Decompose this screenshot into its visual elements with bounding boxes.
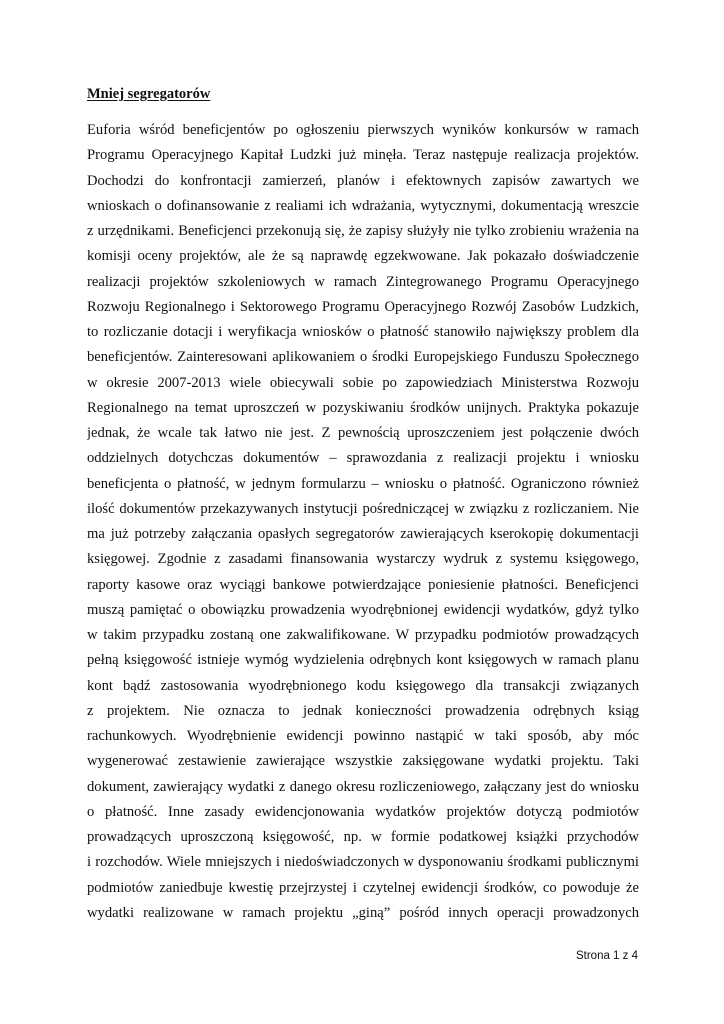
body-line: Dochodzi do konfrontacji zamierzeń, planów i efektownych zapisów zawartych we <box>87 172 639 189</box>
body-line: z projektem. Nie oznacza to jednak konieczności prowadzenia odrębnych ksiąg <box>87 702 639 719</box>
page-number: Strona 1 z 4 <box>575 950 638 962</box>
body-line: raporty kasowe oraz wyciągi bankowe potwierdzające poniesienie płatności. Beneficjenci <box>87 576 639 593</box>
body-line: z urzędnikami. Beneficjenci przekonują się, że zapisy służyły nie tylko zrobieniu wrażenia na <box>87 223 639 239</box>
body-line: pełną księgowość istnieje wymóg wydzielenia odrębnych kont księgowych w ramach planu <box>87 652 639 669</box>
body-line: rachunkowych. Wyodrębnienie ewidencji powinno nastąpić w taki sposób, aby móc <box>87 728 639 744</box>
body-line: księgowej. Zgodnie z zasadami finansowania wystarczy wydruk z systemu księgowego, <box>87 551 639 568</box>
body-line: podmiotów zaniedbuje kwestię przejrzystej i czytelnej ewidencji środków, co powoduje że <box>87 879 639 896</box>
body-line: wydatki realizowane w ramach projektu „giną” pośród innych operacji prowadzonych <box>87 904 639 921</box>
body-line: kont bądź zastosowania wyodrębnionego kodu księgowego dla transakcji związanych <box>87 677 639 694</box>
body-line: prowadzących uproszczoną księgowość, np. w formie podatkowej książki przychodów <box>87 829 639 845</box>
body-line: muszą pamiętać o obowiązku prowadzenia wyodrębnionej ewidencji wydatków, gdyż tylko <box>87 601 639 618</box>
body-line: beneficjenta o płatność, w jednym formularzu – wniosku o płatność. Ograniczono również <box>87 475 639 492</box>
body-line: dokument, zawierający wydatki z danego okresu rozliczeniowego, załączany jest do wniosku <box>87 778 639 795</box>
document-title: Mniej segregatorów <box>87 86 211 102</box>
body-line: Regionalnego na temat uproszczeń w pozyskiwaniu środków unijnych. Praktyka pokazuje <box>87 399 639 416</box>
document-body <box>87 118 639 926</box>
body-line: Rozwoju Regionalnego i Sektorowego Programu Operacyjnego Rozwój Zasobów Ludzkich, <box>87 298 639 315</box>
body-line: Euforia wśród beneficjentów po ogłoszeniu pierwszych wyników konkursów w ramach <box>87 122 639 138</box>
body-line: realizacji projektów szkoleniowych w ramach Zintegrowanego Programu Operacyjnego <box>87 273 639 290</box>
body-line: oddzielnych dotychczas dokumentów – sprawozdania z realizacji projektu i wniosku <box>87 450 639 467</box>
body-line: jednak, że wcale tak łatwo nie jest. Z pewnością uproszczeniem jest połączenie dwóch <box>87 425 639 441</box>
body-line: beneficjentów. Zainteresowani aplikowaniem o środki Europejskiego Funduszu Społecznego <box>87 349 639 366</box>
body-line: i rozchodów. Wiele mniejszych i niedoświadczonych w dysponowaniu środkami publicznymi <box>87 854 639 871</box>
body-line: wnioskach o dofinansowanie z realiami ich wdrażania, wytycznymi, dokumentacją wreszcie <box>87 197 639 214</box>
body-line: w okresie 2007-2013 wiele obiecywali sobie po zapowiedziach Ministerstwa Rozwoju <box>87 374 639 391</box>
body-line: wygenerować zestawienie zawierające wszystkie zaksięgowane wydatki projektu. Taki <box>87 753 639 770</box>
body-line: to rozliczanie dotacji i weryfikacja wniosków o płatność stanowiło największy problem dla <box>87 324 639 340</box>
body-line: ma już potrzeby załączania opasłych segregatorów zawierających kserokopię dokumentacji <box>87 526 639 542</box>
body-line: Programu Operacyjnego Kapitał Ludzki już minęła. Teraz następuje realizacja projektów. <box>87 147 639 164</box>
body-line: o płatność. Inne zasady ewidencjonowania wydatków projektów dotyczą podmiotów <box>87 803 639 820</box>
body-line: ilość dokumentów przekazywanych instytucji pośredniczącej w związku z rozliczaniem. Nie <box>87 500 639 517</box>
body-line: w takim przypadku zostaną one zakwalifikowane. W przypadku podmiotów prowadzących <box>87 627 639 643</box>
body-line: komisji oceny projektów, ale że są naprawdę egzekwowane. Jak pokazało doświadczenie <box>87 248 639 265</box>
